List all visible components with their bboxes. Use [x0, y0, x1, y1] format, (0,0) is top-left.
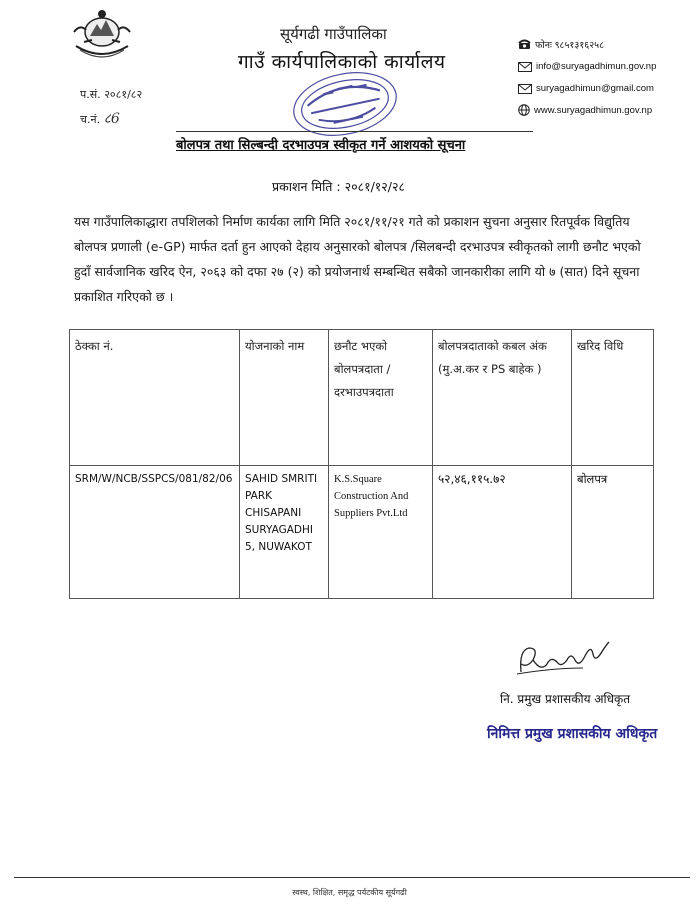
cell-contract-no: SRM/W/NCB/SSPCS/081/82/06: [70, 466, 240, 599]
phone-icon: [518, 39, 531, 50]
municipality-name: सूर्यगढी गाउँपालिका: [280, 25, 387, 43]
ref-number: [80, 87, 142, 102]
email-office-text[interactable]: info@suryagadhimun.gov.np: [536, 61, 657, 72]
table-row: [70, 466, 654, 599]
tender-table: [69, 329, 654, 599]
contact-email-gmail[interactable]: [518, 83, 654, 94]
email-icon: [518, 84, 532, 94]
dispatch-number-value: ८6: [103, 111, 120, 127]
footer-slogan: स्वस्थ, शिक्षित, समृद्ध पर्यटकीय सूर्यगढी: [292, 888, 407, 897]
cell-project-name: SAHID SMRITI PARK CHISAPANI SURYAGADHI 5, NUWAKOT: [240, 466, 329, 599]
header-contract-no: ठेक्का नं.: [70, 330, 240, 466]
notice-body: यस गाउँपालिकाद्धारा तपशिलको निर्माण कार्यका लागि मिति २०८१/११/२१ गते को प्रकाशन सुचना अनुसार रितपूर्वक विद्युतिय बोलपत्र प्रणाली (e-GP) मार्फत दर्ता हुन आएको देहाय अनुसारको बोलपत्र /सिलबन्दी दरभाउपत्र स्वीकृतको लागी छनौट भएको हुदाँ सार्वजानिक खरिद ऐन, २०६३ को दफा २७ (२) को प्रयोजनार्थ सम्बन्धित सबैको जानकारीका लागि यो ७ (सात) दिने सूचना प्रकाशित गरिएको छ ।: [74, 214, 641, 304]
office-name: गाउँ कार्यपालिकाको कार्यालय: [238, 51, 446, 73]
cell-bidder: K.S.Square Construction And Suppliers Pvt.Ltd: [329, 466, 433, 599]
designation-stamp: निमित्त प्रमुख प्रशासकीय अधिकृत: [487, 726, 658, 742]
footer-rule: [14, 877, 690, 878]
cell-method: बोलपत्र: [572, 466, 654, 599]
website-text[interactable]: www.suryagadhimun.gov.np: [534, 104, 653, 116]
email-icon: [518, 62, 532, 72]
handwritten-signature: [513, 638, 613, 678]
signatory-designation: नि. प्रमुख प्रशासकीय अधिकृत: [500, 692, 631, 706]
header-procurement-method: खरिद विधि: [572, 330, 654, 466]
contact-email-office[interactable]: [518, 61, 656, 72]
government-emblem-logo: [70, 6, 134, 64]
office-seal-stamp: [286, 70, 404, 138]
dispatch-number: [80, 109, 120, 128]
email-gmail-text[interactable]: suryagadhimun@gmail.com: [536, 83, 654, 94]
contact-phone: [518, 38, 604, 51]
notice-title: बोलपत्र तथा सिल्बन्दी दरभाउपत्र स्वीकृत गर्ने आशयको सूचना: [176, 138, 466, 153]
cell-bid-amount: ५२,४६,११५.७२: [433, 466, 572, 599]
ref-number-value: २०८१/८२: [104, 88, 143, 101]
table-header-row: [70, 330, 654, 466]
header-selected-bidder: छनौट भएको बोलपत्रदाता / दरभाउपत्रदाता: [329, 330, 433, 466]
publication-date: प्रकाशन मिति : २०८१/१२/२८: [272, 179, 406, 194]
dispatch-number-label: च.नं.: [80, 113, 101, 126]
phone-text: फोनः ९८५१३१६२५८: [535, 40, 605, 51]
title-top-rule: [176, 131, 533, 132]
header-project-name: योजनाको नाम: [240, 330, 329, 466]
contact-website[interactable]: [518, 104, 652, 116]
ref-number-label: प.सं.: [80, 88, 101, 101]
header-bid-amount: बोलपत्रदाताको कबल अंक (मु.अ.कर र PS बाहेक ): [433, 330, 572, 466]
globe-icon: [518, 104, 530, 116]
